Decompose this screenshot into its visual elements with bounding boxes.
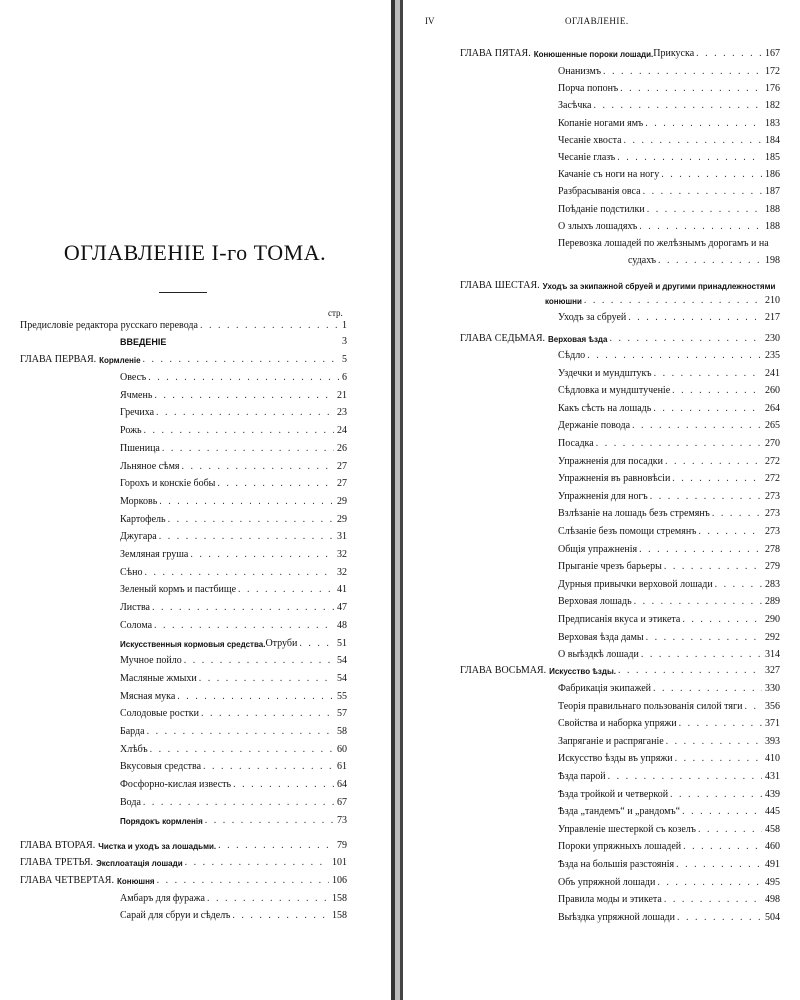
toc-entry[interactable]	[558, 152, 780, 165]
toc-entry[interactable]	[558, 649, 780, 662]
chapter-title: ГЛАВА ШЕСТАЯ.	[460, 280, 540, 291]
chapter-subtitle: Искусство ѣзды.	[549, 667, 617, 676]
chapter-subtitle: Уходъ за экипажной сбруей и другими принадлежностями	[542, 282, 776, 291]
entry-text: Сѣдловка и мундштученіе	[558, 385, 671, 397]
entry-page: 278	[765, 543, 780, 555]
chapter-heading[interactable]	[460, 333, 780, 346]
toc-entry[interactable]	[120, 602, 347, 615]
entry-text: Уздечки и мундштукъ	[558, 367, 652, 379]
entry-page: 101	[332, 857, 347, 868]
entry-text: Картофель	[120, 513, 166, 525]
entry-text: Предписанія вкуса и этикета	[558, 614, 681, 625]
entry-text: Правила моды и этикета	[558, 894, 662, 906]
entry-page: 48	[337, 619, 347, 631]
toc-entry[interactable]	[120, 584, 347, 597]
entry-page: 1	[342, 320, 347, 331]
entry-page: 24	[337, 425, 347, 437]
entry-page: 182	[765, 100, 780, 112]
chapter-subtitle: Эксплоатація лошади	[96, 859, 183, 868]
entry-page: 198	[765, 255, 780, 267]
toc-entry[interactable]	[558, 350, 780, 363]
entry-page: 273	[765, 508, 780, 520]
entry-text: Засѣчка	[558, 100, 592, 112]
toc-entry[interactable]	[120, 567, 347, 580]
toc-entry[interactable]	[558, 100, 780, 113]
entry-text: Листва	[120, 602, 150, 614]
entry-text: Перевозка лошадей по желѣзнымъ дорогамъ и на	[558, 238, 769, 249]
toc-entry[interactable]	[558, 204, 780, 217]
entry-text: Копаніе ногами ямъ	[558, 117, 644, 129]
chapter-heading[interactable]	[20, 354, 347, 367]
entry-text: Искусство ѣзды въ упряжи	[558, 753, 673, 765]
chapter-heading[interactable]	[460, 665, 780, 678]
toc-entry[interactable]	[558, 83, 780, 96]
entry-page: 265	[765, 420, 780, 432]
entry-text: Предисловіе редактора русскаго перевода	[20, 320, 198, 331]
entry-text: Держаніе повода	[558, 420, 631, 432]
chapter-heading-continuation[interactable]	[545, 295, 780, 308]
toc-entry[interactable]	[558, 491, 780, 504]
entry-text: Вкусовыя средства	[120, 761, 202, 773]
entry-page: 431	[765, 771, 780, 782]
entry-text: Гречиха	[120, 407, 155, 419]
entry-page: 31	[337, 531, 347, 543]
toc-entry[interactable]	[120, 425, 347, 438]
chapter-subtitle: Конюшенные пороки лошади.	[533, 50, 654, 59]
chapter-heading[interactable]	[20, 840, 347, 853]
toc-entry[interactable]	[120, 708, 347, 721]
entry-text: ВВЕДЕНІЕ	[120, 337, 167, 347]
entry-text: Управленіе шестеркой съ козелъ	[558, 823, 696, 835]
entry-page: 188	[765, 220, 780, 232]
entry-page: 51	[337, 637, 347, 649]
toc-entry[interactable]	[558, 806, 780, 819]
entry-text: Овесъ	[120, 372, 147, 383]
entry-page: 241	[765, 367, 780, 379]
toc-entry[interactable]	[120, 372, 347, 385]
entry-text: Качаніе съ ноги на ногу	[558, 169, 660, 181]
page-number: IV	[425, 16, 435, 26]
chapter-subtitle: Верховая ѣзда	[548, 335, 608, 344]
entry-page: 260	[765, 385, 780, 397]
entry-page: 54	[337, 672, 347, 684]
toc-entry[interactable]	[558, 438, 780, 451]
entry-page: 230	[765, 333, 780, 344]
toc-entry[interactable]	[558, 186, 780, 199]
toc-entry[interactable]	[558, 169, 780, 182]
entry-page: 273	[765, 490, 780, 502]
entry-text-continuation: судахъ	[628, 255, 656, 267]
toc-entry[interactable]	[558, 544, 780, 557]
toc-entry[interactable]	[558, 66, 780, 79]
entry-text: Свойства и наборка упряжи	[558, 718, 677, 730]
entry-page: 445	[765, 806, 780, 818]
entry-page: 491	[765, 859, 780, 870]
toc-entry[interactable]	[558, 403, 780, 416]
toc-entry-continuation[interactable]	[628, 255, 780, 268]
toc-entry[interactable]	[558, 824, 780, 837]
entry-text: Земляная груша	[120, 549, 189, 560]
title-rule	[159, 292, 207, 293]
entry-text: Барда	[120, 726, 145, 737]
toc-entry[interactable]	[120, 744, 347, 757]
entry-text: Ѣзда на большія разстоянія	[558, 859, 675, 870]
entry-text: Джугара	[120, 531, 157, 543]
entry-text: Теорія правильнаго пользованія силой тяги	[558, 700, 743, 712]
toc-entry[interactable]	[558, 632, 780, 645]
toc-entry[interactable]	[120, 531, 347, 544]
entry-text: Онанизмъ	[558, 66, 602, 77]
entry-text: Ячмень	[120, 389, 153, 401]
entry-page: 283	[765, 578, 780, 590]
entry-page: 410	[765, 753, 780, 765]
entry-page: 330	[765, 683, 780, 694]
entry-page: 314	[765, 649, 780, 661]
entry-text: Упражненія въ равновѣсіи	[558, 473, 671, 485]
entry-text: Слѣзаніе безъ помощи стремянъ	[558, 526, 697, 537]
entry-page: 272	[765, 473, 780, 485]
toc-entry[interactable]	[120, 910, 347, 923]
entry-text: Объ упряжной лошади	[558, 876, 656, 888]
entry-page: 172	[765, 66, 780, 77]
toc-entry[interactable]	[558, 859, 780, 872]
toc-entry[interactable]	[558, 473, 780, 486]
entry-page: 188	[765, 203, 780, 215]
entry-text: Льняное сѣмя	[120, 460, 180, 472]
entry-page: 217	[765, 312, 780, 323]
entry-text: Запряганіе и распряганіе	[558, 735, 664, 747]
entry-page: 289	[765, 596, 780, 608]
entry-text: Солодовые ростки	[120, 708, 199, 720]
entry-text: Мучное пойло	[120, 655, 182, 667]
toc-entry[interactable]	[120, 461, 347, 474]
toc-entry[interactable]	[558, 526, 780, 539]
entry-page: 185	[765, 152, 780, 163]
chapter-title: ГЛАВА ТРЕТЬЯ.	[20, 857, 94, 868]
entry-text: Ѣзда тройкой и четверкой	[558, 788, 669, 800]
entry-page: 106	[332, 875, 347, 886]
toc-entry-introduction[interactable]	[120, 336, 347, 349]
entry-text: Масляные жмыхи	[120, 672, 197, 684]
toc-entry[interactable]	[120, 390, 347, 403]
toc-entry[interactable]	[120, 726, 347, 739]
entry-page: 3	[342, 336, 347, 347]
entry-text: Посадка	[558, 438, 594, 449]
entry-text: Зеленый кормъ и пастбище	[120, 584, 237, 596]
toc-entry[interactable]	[120, 779, 347, 792]
entry-page: 235	[765, 350, 780, 361]
entry-page: 5	[342, 354, 347, 365]
entry-page: 504	[765, 911, 780, 923]
entry-page: 186	[765, 169, 780, 181]
entry-text: Выѣздка упряжной лошади	[558, 911, 675, 923]
toc-entry[interactable]	[120, 496, 347, 509]
toc-entry[interactable]	[558, 894, 780, 907]
entry-page: 58	[337, 726, 347, 737]
chapter-heading[interactable]	[460, 280, 780, 293]
toc-entry[interactable]	[120, 478, 347, 491]
entry-page: 460	[765, 841, 780, 853]
toc-entry[interactable]	[558, 135, 780, 148]
entry-page: 158	[332, 893, 347, 904]
entry-text: Сѣно	[120, 566, 143, 578]
toc-entry[interactable]	[120, 691, 347, 704]
entry-text: О выѣздкѣ лошади	[558, 649, 639, 661]
toc-entry[interactable]	[120, 893, 347, 906]
entry-page: 41	[337, 584, 347, 596]
toc-entry[interactable]	[558, 771, 780, 784]
entry-page: 64	[337, 779, 347, 791]
toc-entry[interactable]	[558, 238, 780, 251]
entry-text: Морковь	[120, 495, 158, 507]
entry-text: Верховая лошадь	[558, 596, 632, 608]
right-page	[405, 0, 800, 1000]
entry-text: Сарай для сбруи и сѣделъ	[120, 910, 231, 921]
toc-entry[interactable]	[120, 638, 347, 651]
toc-entry[interactable]	[558, 701, 780, 714]
toc-entry[interactable]	[120, 797, 347, 810]
entry-text: Общія упражненія	[558, 543, 638, 555]
toc-entry[interactable]	[558, 753, 780, 766]
entry-text: Амбаръ для фуража	[120, 893, 205, 904]
toc-entry[interactable]	[558, 368, 780, 381]
toc-entry[interactable]	[120, 620, 347, 633]
entry-text: Ѣзда „тандемъ“ и „рандомъ“	[558, 806, 681, 818]
entry-text-extra: Отруби	[265, 637, 298, 649]
toc-entry[interactable]	[120, 514, 347, 527]
toc-entry[interactable]	[558, 912, 780, 925]
entry-text: Хлѣбъ	[120, 743, 148, 755]
page-column-label: стр.	[328, 308, 343, 318]
entry-page: 176	[765, 83, 780, 95]
entry-text: Мясная мука	[120, 690, 176, 702]
entry-text: Какъ сѣсть на лошадь	[558, 402, 652, 414]
toc-entry[interactable]	[558, 561, 780, 574]
volume-title: ОГЛАВЛЕНІЕ I-го ТОМА.	[63, 240, 327, 265]
toc-entry[interactable]	[558, 312, 780, 325]
entry-text: Рожь	[120, 425, 142, 437]
entry-text: Солома	[120, 619, 153, 631]
entry-page: 6	[342, 372, 347, 383]
chapter-subtitle: Конюшня	[116, 877, 155, 886]
toc-entry[interactable]	[558, 456, 780, 469]
entry-page: 498	[765, 894, 780, 906]
chapter-title: ГЛАВА ПЯТАЯ.	[460, 48, 531, 59]
entry-page: 184	[765, 134, 780, 146]
chapter-heading[interactable]	[20, 875, 347, 888]
chapter-title: ГЛАВА ПЕРВАЯ.	[20, 354, 97, 365]
toc-entry[interactable]	[120, 655, 347, 668]
entry-text: Разбрасыванія овса	[558, 186, 641, 198]
toc-entry[interactable]	[120, 549, 347, 562]
entry-text: Упражненія для ногъ	[558, 490, 648, 502]
entry-page: 55	[337, 690, 347, 702]
toc-entry[interactable]	[558, 596, 780, 609]
entry-text: Горохъ и конскіе бобы	[120, 478, 216, 490]
entry-page: 26	[337, 442, 347, 454]
chapter-subtitle: Кормленіе	[99, 356, 141, 365]
entry-text: О злыхъ лошадяхъ	[558, 220, 638, 232]
entry-page: 264	[765, 402, 780, 414]
entry-page: 61	[337, 761, 347, 773]
toc-entry[interactable]	[558, 221, 780, 234]
entry-page: 292	[765, 631, 780, 643]
entry-text: Фосфорно-кислая известь	[120, 779, 232, 791]
chapter-title: ГЛАВА ВОСЬМАЯ.	[460, 665, 547, 676]
chapter-title: ГЛАВА ЧЕТВЕРТАЯ.	[20, 875, 114, 886]
entry-page: 27	[337, 460, 347, 472]
entry-page: 371	[765, 718, 780, 730]
entry-text: Прыганіе чрезъ барьеры	[558, 561, 662, 573]
entry-text: Сѣдло	[558, 350, 586, 361]
toc-entry[interactable]	[558, 614, 780, 627]
entry-text: Фабрикація экипажей	[558, 683, 652, 694]
entry-page: 279	[765, 561, 780, 573]
entry-text: Дурныя привычки верховой лошади	[558, 578, 713, 590]
entry-text: Чесаніе хвоста	[558, 134, 622, 146]
entry-page: 32	[337, 549, 347, 560]
toc-entry-preface[interactable]	[20, 320, 347, 333]
entry-page: 270	[765, 438, 780, 449]
entry-page: 356	[765, 700, 780, 712]
entry-page: 47	[337, 602, 347, 614]
chapter-heading[interactable]	[20, 857, 347, 870]
entry-page: 327	[765, 665, 780, 676]
toc-entry[interactable]	[558, 118, 780, 131]
entry-page: 439	[765, 788, 780, 800]
chapter-subtitle-continuation: конюшни	[545, 297, 582, 306]
toc-entry[interactable]	[558, 579, 780, 592]
entry-page: 29	[337, 495, 347, 507]
toc-entry[interactable]	[558, 736, 780, 749]
entry-text: Верховая ѣзда дамы	[558, 631, 644, 643]
entry-text: Взлѣзаніе на лошадь безъ стремянъ	[558, 508, 710, 520]
toc-entry[interactable]	[120, 761, 347, 774]
entry-page: 54	[337, 655, 347, 667]
entry-text: Ѣзда парой	[558, 771, 606, 782]
toc-entry[interactable]	[120, 673, 347, 686]
entry-text: Поѣданіе подстилки	[558, 203, 645, 215]
entry-page: 167	[765, 48, 780, 59]
entry-page: 27	[337, 478, 347, 490]
entry-page: 458	[765, 823, 780, 835]
chapter-subtitle-extra: Прикуска	[653, 48, 695, 59]
toc-entry[interactable]	[558, 789, 780, 802]
toc-entry[interactable]	[558, 683, 780, 696]
entry-text: Упражненія для посадки	[558, 455, 663, 467]
book-spine	[391, 0, 405, 1000]
chapter-title: ГЛАВА ВТОРАЯ.	[20, 840, 96, 851]
entry-page: 60	[337, 743, 347, 755]
toc-entry[interactable]	[120, 815, 347, 828]
entry-page: 272	[765, 455, 780, 467]
chapter-subtitle: Чистка и уходъ за лошадьми.	[98, 842, 217, 851]
entry-page: 29	[337, 513, 347, 525]
toc-entry[interactable]	[558, 508, 780, 521]
entry-page: 158	[332, 910, 347, 921]
entry-page: 23	[337, 407, 347, 419]
toc-entry[interactable]	[120, 407, 347, 420]
entry-page: 290	[765, 614, 780, 625]
entry-text: Порча попонъ	[558, 83, 619, 95]
entry-text: Пороки упряжныхъ лошадей	[558, 841, 682, 853]
chapter-title: ГЛАВА СЕДЬМАЯ.	[460, 333, 546, 344]
entry-page: 73	[337, 814, 347, 826]
entry-text: Порядокъ кормленія	[120, 816, 203, 826]
toc-entry[interactable]	[558, 718, 780, 731]
toc-entry[interactable]	[558, 877, 780, 890]
entry-text: Пшеница	[120, 442, 160, 454]
entry-page: 32	[337, 566, 347, 578]
entry-text: Искусственныя кормовыя средства.	[120, 639, 266, 649]
entry-text: Вода	[120, 796, 141, 808]
entry-page: 79	[337, 840, 347, 851]
entry-text: Чесаніе глазъ	[558, 152, 616, 163]
entry-page: 273	[765, 526, 780, 537]
running-head: ОГЛАВЛЕНІЕ.	[565, 16, 629, 26]
entry-text: Уходъ за сбруей	[558, 312, 627, 323]
toc-entry[interactable]	[120, 443, 347, 456]
toc-entry[interactable]	[558, 385, 780, 398]
entry-page: 67	[337, 796, 347, 808]
entry-page: 21	[337, 389, 347, 401]
chapter-heading[interactable]	[460, 48, 780, 61]
left-page	[0, 0, 391, 1000]
entry-page: 210	[765, 295, 780, 306]
entry-page: 57	[337, 708, 347, 720]
entry-page: 495	[765, 876, 780, 888]
entry-page: 183	[765, 117, 780, 129]
entry-page: 187	[765, 186, 780, 198]
toc-entry[interactable]	[558, 420, 780, 433]
entry-page: 393	[765, 735, 780, 747]
toc-entry[interactable]	[558, 841, 780, 854]
